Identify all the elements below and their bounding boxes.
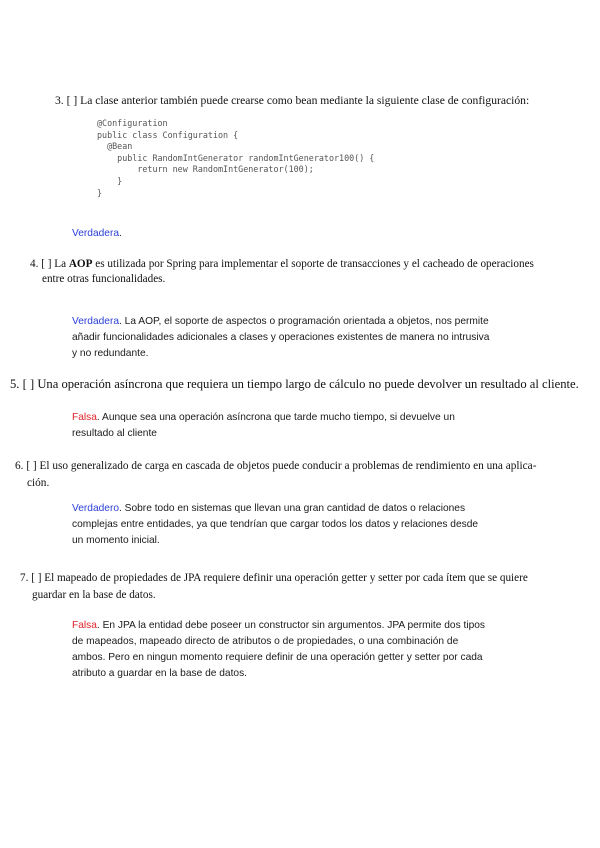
question-number: 6.	[15, 460, 24, 472]
answer-bracket[interactable]: [ ]	[26, 460, 37, 472]
answer-text: añadir funcionalidades adicionales a clases y operaciones existentes de manera no intrusiva	[72, 332, 490, 343]
question-5	[10, 376, 595, 393]
code-block	[97, 118, 374, 199]
question-text-cont: ción.	[27, 477, 50, 489]
question-number: 7.	[20, 572, 29, 584]
question-number: 4.	[30, 258, 39, 270]
question-text-post: es utilizada por Spring para implementar el soporte de transacciones y el cacheado de operaciones	[92, 258, 534, 270]
question-text: El uso generalizado de carga en cascada de objetos puede conducir a problemas de rendimiento en una aplica-	[39, 460, 537, 472]
question-text-pre: La	[54, 258, 69, 270]
question-text-bold: AOP	[68, 258, 93, 270]
answer-text: un momento inicial.	[72, 535, 160, 546]
question-7	[20, 570, 595, 604]
answer-text: . En JPA la entidad debe poseer un constructor sin argumentos. JPA permite dos tipos	[96, 620, 486, 631]
verdict-punct: .	[119, 228, 122, 239]
question-number: 5.	[10, 377, 20, 391]
answer-text: atributo a guardar en la base de datos.	[72, 668, 248, 679]
question-text: Una operación asíncrona que requiera un tiempo largo de cálculo no puede devolver un resultado al cliente.	[37, 377, 579, 391]
question-4	[30, 257, 590, 287]
verdict-label: Falsa	[72, 412, 97, 423]
answer-text: complejas entre entidades, ya que tendrían que cargar todos los datos y relaciones desde	[72, 519, 479, 530]
answer-text: . La AOP, el soporte de aspectos o programación orientada a objetos, nos permite	[119, 316, 489, 327]
code-line: }	[97, 187, 103, 198]
answer-text: . Aunque sea una operación asíncrona que tarde mucho tiempo, si devuelve un	[96, 412, 455, 423]
code-line: public RandomIntGenerator randomIntGenerator100() {	[97, 152, 375, 163]
verdict-label: Falsa	[72, 620, 97, 631]
verdict-label: Verdadera	[72, 228, 120, 239]
answer-bracket[interactable]: [ ]	[41, 258, 52, 270]
answer-5	[72, 410, 455, 442]
question-text: La clase anterior también puede crearse como bean mediante la siguiente clase de configuración:	[80, 94, 530, 107]
answer-text: de mapeados, mapeado directo de atributos o de propiedades, o una combinación de	[72, 636, 459, 647]
question-3	[55, 92, 595, 109]
question-6	[15, 458, 600, 492]
answer-7	[72, 618, 485, 682]
question-text-cont: entre otras funcionalidades.	[42, 273, 166, 285]
question-number: 3.	[55, 94, 64, 107]
answer-text: resultado al cliente	[72, 428, 157, 439]
verdict-label: Verdadera	[72, 316, 120, 327]
code-line: }	[97, 175, 123, 186]
code-line: @Bean	[97, 141, 133, 152]
question-text: El mapeado de propiedades de JPA requiere definir una operación getter y setter por cada ítem que se quiere	[44, 572, 528, 584]
answer-text: ambos. Pero en ningun momento requiere definir de una operación getter y setter por cada	[72, 652, 483, 663]
answer-4	[72, 314, 489, 362]
answer-text: . Sobre todo en sistemas que llevan una gran cantidad de datos o relaciones	[119, 503, 466, 514]
answer-6	[72, 501, 478, 549]
code-line: public class Configuration {	[97, 129, 239, 140]
code-line: @Configuration	[97, 118, 168, 128]
verdict-label: Verdadero	[72, 503, 120, 514]
answer-bracket[interactable]: [ ]	[66, 94, 78, 107]
answer-bracket[interactable]: [ ]	[22, 377, 35, 391]
question-text-cont: guardar en la base de datos.	[32, 589, 156, 601]
answer-3	[72, 226, 122, 242]
answer-bracket[interactable]: [ ]	[31, 572, 42, 584]
code-line: return new RandomIntGenerator(100);	[97, 164, 314, 175]
answer-text: y no redundante.	[72, 348, 149, 359]
